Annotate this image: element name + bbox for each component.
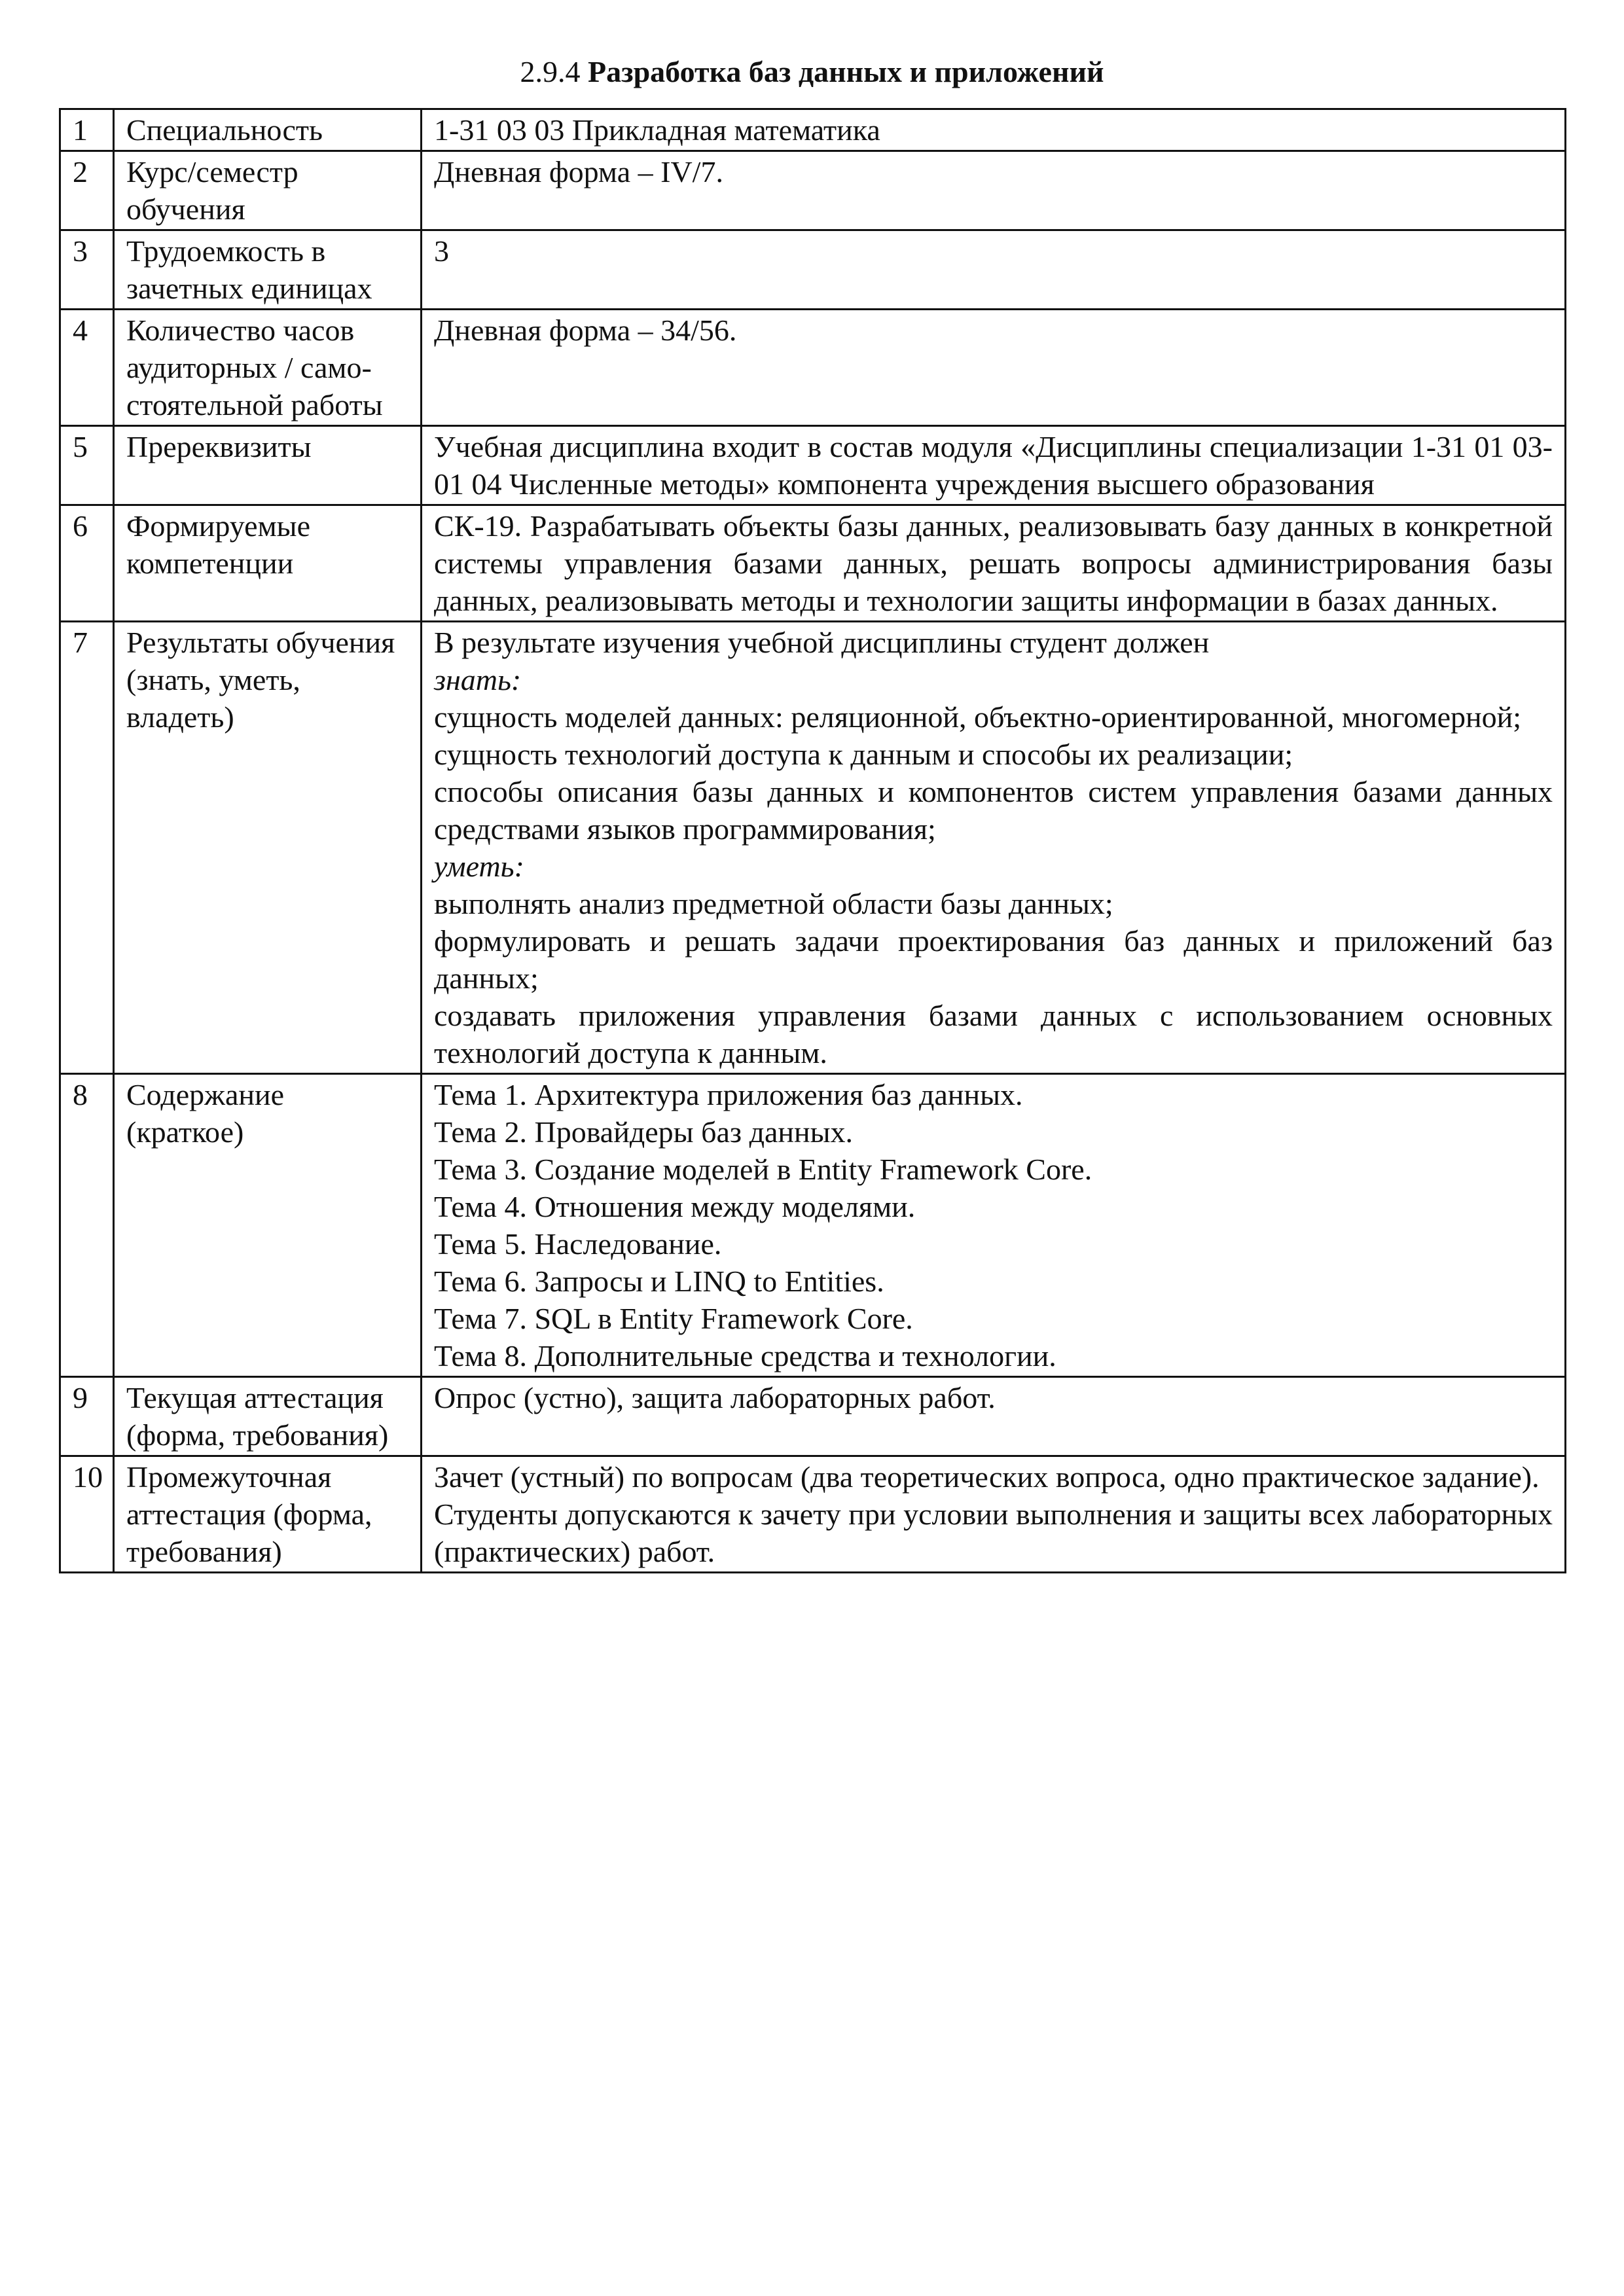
row-number: 3	[60, 230, 114, 310]
value-line: сущность моделей данных: реляционной, объектно-ориентированной, многомерной;	[434, 700, 1522, 734]
table-row-content	[60, 1074, 1566, 1377]
value-line: СК-19. Разрабатывать объекты базы данных, реализовывать базу данных в конкретной системы управления базами данных, решать вопросы администрирования базы данных, реализовывать методы и технологии защиты информации в базах данных.	[434, 509, 1553, 617]
row-label: Количество часов аудиторных / само-стоятельной работы	[114, 310, 422, 426]
value-line: Дневная форма – IV/7.	[434, 155, 723, 188]
row-label: Курс/семестр обучения	[114, 151, 422, 230]
topic-line: Тема 7. SQL в Entity Framework Core.	[434, 1302, 913, 1335]
topic-line: Тема 1. Архитектура приложения баз данных.	[434, 1078, 1023, 1111]
table-row-learning-outcomes	[60, 622, 1566, 1074]
table-row-current-assessment	[60, 1377, 1566, 1456]
table-row-hours	[60, 310, 1566, 426]
value-line: Опрос (устно), защита лабораторных работ.	[434, 1381, 996, 1414]
row-value	[422, 1074, 1566, 1377]
table-row-course-semester	[60, 151, 1566, 230]
value-subheading-can: уметь:	[434, 850, 524, 883]
topic-line: Тема 5. Наследование.	[434, 1227, 722, 1261]
row-value	[422, 1456, 1566, 1573]
row-number: 5	[60, 426, 114, 505]
table-row-interim-assessment	[60, 1456, 1566, 1573]
row-value	[422, 230, 1566, 310]
row-number: 4	[60, 310, 114, 426]
row-value	[422, 109, 1566, 151]
row-label: Пререквизиты	[114, 426, 422, 505]
value-line: Студенты допускаются к зачету при условии выполнения и защиты всех лабораторных (практических) работ.	[434, 1498, 1553, 1568]
section-number: 2.9.4	[520, 55, 581, 88]
value-line: Учебная дисциплина входит в состав модуля «Дисциплины специализации 1-31 01 03-01 04 Численные методы» компонента учреждения высшего образования	[434, 430, 1553, 501]
row-value	[422, 505, 1566, 622]
row-value	[422, 1377, 1566, 1456]
topic-line: Тема 4. Отношения между моделями.	[434, 1190, 916, 1223]
value-line: Дневная форма – 34/56.	[434, 314, 737, 347]
row-number: 10	[60, 1456, 114, 1573]
row-number: 7	[60, 622, 114, 1074]
table-row-specialty	[60, 109, 1566, 151]
value-subheading-know: знать:	[434, 663, 522, 696]
syllabus-table	[59, 108, 1566, 1573]
row-value	[422, 310, 1566, 426]
value-line: формулировать и решать задачи проектирования баз данных и приложений баз данных;	[434, 924, 1553, 995]
row-number: 9	[60, 1377, 114, 1456]
topic-line: Тема 6. Запросы и LINQ to Entities.	[434, 1265, 884, 1298]
row-label: Формируемые компетенции	[114, 505, 422, 622]
section-heading	[0, 52, 1624, 92]
row-label: Содержание (краткое)	[114, 1074, 422, 1377]
topic-line: Тема 8. Дополнительные средства и технологии.	[434, 1339, 1056, 1372]
row-number: 2	[60, 151, 114, 230]
table-row-prerequisites	[60, 426, 1566, 505]
value-line: 3	[434, 234, 449, 268]
topic-line: Тема 2. Провайдеры баз данных.	[434, 1115, 854, 1149]
row-number: 8	[60, 1074, 114, 1377]
row-label: Промежуточная аттестация (форма, требования)	[114, 1456, 422, 1573]
table-row-competencies	[60, 505, 1566, 622]
value-line: способы описания базы данных и компонентов систем управления базами данных средствами языков программирования;	[434, 775, 1553, 846]
row-number: 6	[60, 505, 114, 622]
row-label: Результаты обучения (знать, уметь, владеть)	[114, 622, 422, 1074]
topic-line: Тема 3. Создание моделей в Entity Framework Core.	[434, 1153, 1092, 1186]
row-value	[422, 622, 1566, 1074]
value-line: В результате изучения учебной дисциплины студент должен	[434, 626, 1210, 659]
row-label: Трудоемкость в зачетных единицах	[114, 230, 422, 310]
row-label: Текущая аттестация (форма, требования)	[114, 1377, 422, 1456]
row-number: 1	[60, 109, 114, 151]
row-value	[422, 426, 1566, 505]
table-row-credits	[60, 230, 1566, 310]
row-label: Специальность	[114, 109, 422, 151]
value-line: Зачет (устный) по вопросам (два теоретических вопроса, одно практическое задание).	[434, 1460, 1540, 1494]
value-line: создавать приложения управления базами данных с использованием основных технологий доступа к данным.	[434, 999, 1553, 1069]
value-line: сущность технологий доступа к данным и способы их реализации;	[434, 738, 1293, 771]
value-line: 1-31 03 03 Прикладная математика	[434, 113, 880, 147]
row-value	[422, 151, 1566, 230]
value-line: выполнять анализ предметной области базы данных;	[434, 887, 1113, 920]
section-title: Разработка баз данных и приложений	[588, 55, 1104, 88]
